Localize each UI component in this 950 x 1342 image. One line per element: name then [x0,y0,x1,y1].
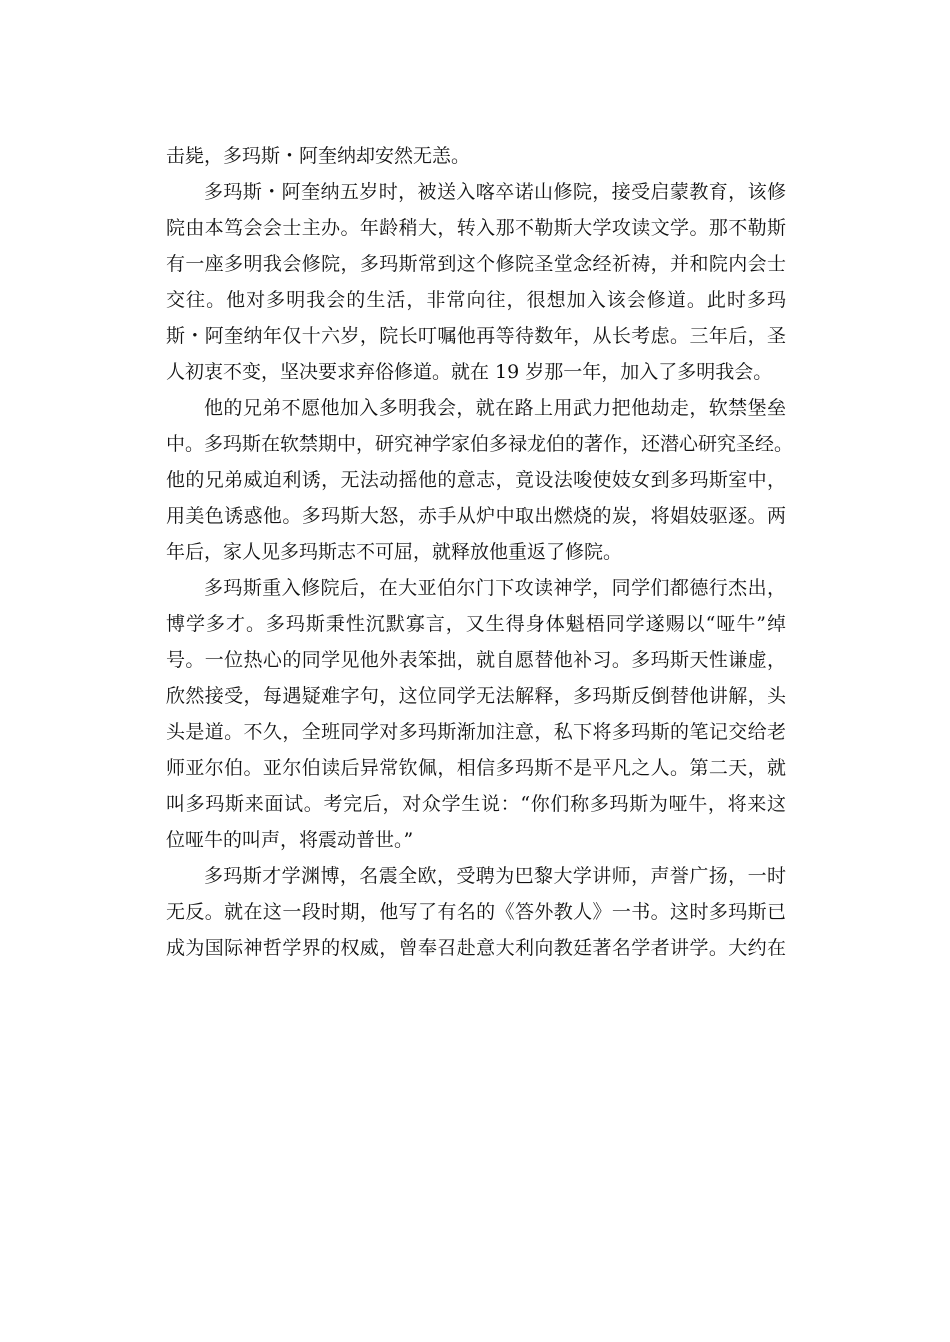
paragraph [166,174,786,390]
text-line: 他的兄弟不愿他加入多明我会，就在路上用武力把他劫走，软禁堡垒 [204,397,786,419]
body-text [166,138,794,966]
text-line: 院由本笃会会士主办。年龄稍大，转入那不勒斯大学攻读文学。那不勒斯 [166,217,786,239]
text-line: 博学多才。多玛斯秉性沉默寡言，又生得身体魁梧同学遂赐以“哑牛”绰 [166,613,786,635]
text-line: 多玛斯・阿奎纳五岁时，被送入喀卒诺山修院，接受启蒙教育，该修 [204,181,786,203]
text-line: 交往。他对多明我会的生活，非常向往，很想加入该会修道。此时多玛 [166,289,786,311]
paragraph [166,570,786,858]
text-line: 头是道。不久，全班同学对多玛斯渐加注意，私下将多玛斯的笔记交给老 [166,721,786,743]
paragraph [166,858,786,966]
text-line: 斯・阿奎纳年仅十六岁，院长叮嘱他再等待数年，从长考虑。三年后，圣 [166,325,786,347]
text-line: 位哑牛的叫声，将震动普世。” [166,829,414,851]
paragraph [166,138,786,174]
text-line: 用美色诱惑他。多玛斯大怒，赤手从炉中取出燃烧的炭，将娼妓驱逐。两 [166,505,786,527]
text-line: 无反。就在这一段时期，他写了有名的《答外教人》一书。这时多玛斯已 [166,901,786,923]
text-line: 多玛斯才学渊博，名震全欧，受聘为巴黎大学讲师，声誉广扬，一时 [204,865,786,887]
text-line: 师亚尔伯。亚尔伯读后异常钦佩，相信多玛斯不是平凡之人。第二天，就 [166,757,786,779]
text-line: 中。多玛斯在软禁期中，研究神学家伯多禄龙伯的著作，还潜心研究圣经。 [166,433,794,455]
text-line: 年后，家人见多玛斯志不可屈，就释放他重返了修院。 [166,541,623,563]
text-line: 他的兄弟威迫利诱，无法动摇他的意志，竟设法唆使妓女到多玛斯室中， [166,469,786,491]
text-line: 欣然接受，每遇疑难字句，这位同学无法解释，多玛斯反倒替他讲解，头 [166,685,786,707]
text-line: 有一座多明我会修院，多玛斯常到这个修院圣堂念经祈祷，并和院内会士 [166,253,786,275]
paragraph [166,390,794,570]
text-line: 成为国际神哲学界的权威，曾奉召赴意大利向教廷著名学者讲学。大约在 [166,937,786,959]
text-line: 号。一位热心的同学见他外表笨拙，就自愿替他补习。多玛斯天性谦虚， [166,649,786,671]
text-line: 击毙，多玛斯・阿奎纳却安然无恙。 [166,145,471,167]
text-line: 多玛斯重入修院后，在大亚伯尔门下攻读神学，同学们都德行杰出， [204,577,786,599]
text-line: 叫多玛斯来面试。考完后，对众学生说：“你们称多玛斯为哑牛，将来这 [166,793,786,815]
text-line: 人初衷不变，坚决要求弃俗修道。就在 19 岁那一年，加入了多明我会。 [166,361,773,383]
